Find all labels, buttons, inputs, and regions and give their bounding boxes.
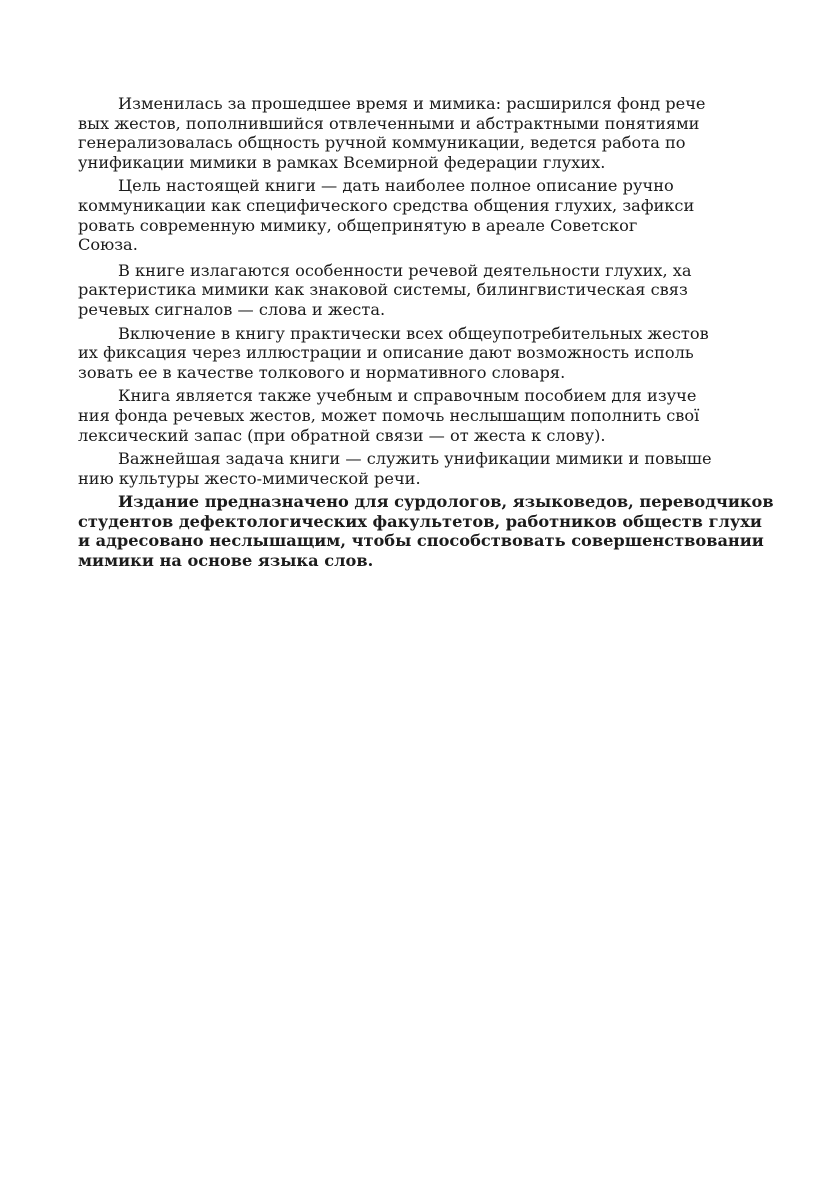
text-line: Союза.: [78, 235, 138, 255]
text-line: ния фонда речевых жестов, может помочь неслышащим пополнить свої: [78, 405, 700, 425]
text-line: Книга является также учебным и справочным пособием для изуче: [118, 386, 697, 406]
text-line: Важнейшая задача книги — служить унификации мимики и повыше: [118, 449, 712, 469]
text-line: Изменилась за прошедшее время и мимика: расширился фонд рече: [118, 94, 706, 113]
text-line: Издание предназначено для сурдологов, языковедов, переводчиков: [118, 492, 774, 512]
paragraph: [78, 260, 722, 320]
text-line: зовать ее в качестве толкового и нормативного словаря.: [78, 362, 566, 382]
paragraph: [78, 449, 722, 488]
text-line: Цель настоящей книги — дать наиболее полное описание ручно: [118, 176, 674, 196]
text-line: коммуникации как специфического средства общения глухих, зафикси: [78, 195, 695, 215]
text-line: генерализовалась общность ручной коммуникации, ведется работа по: [78, 133, 686, 153]
text-line: ровать современную мимику, общепринятую в ареале Советског: [78, 215, 638, 235]
text-line: вых жестов, пополнившийся отвлеченными и абстрактными понятиями: [78, 113, 700, 133]
text-line: унификации мимики в рамках Всемирной федерации глухих.: [78, 152, 606, 172]
text-line: речевых сигналов — слова и жеста.: [78, 299, 386, 319]
paragraph: [78, 386, 722, 445]
text-line: рактеристика мимики как знаковой системы, билингвистическая связ: [78, 280, 688, 300]
text-line: нию культуры жесто-мимической речи.: [78, 468, 421, 488]
paragraph: [78, 492, 774, 571]
text-line: лексический запас (при обратной связи — от жеста к слову).: [78, 425, 606, 445]
text-line: студентов дефектологических факультетов, работников обществ глухи: [78, 511, 762, 531]
paragraph: [78, 176, 722, 255]
paragraph: [78, 323, 722, 383]
text-line: В книге излагаются особенности речевой деятельности глухих, ха: [118, 260, 692, 280]
body-text: [78, 94, 774, 575]
text-line: Включение в книгу практически всех общеупотребительных жестов: [118, 323, 709, 343]
paragraph: [78, 94, 722, 172]
text-line: их фиксация через иллюстрации и описание дают возможность исполь: [78, 343, 694, 363]
text-line: и адресовано неслышащим, чтобы способствовать совершенствовании: [78, 531, 764, 551]
text-line: мимики на основе языка слов.: [78, 551, 374, 571]
